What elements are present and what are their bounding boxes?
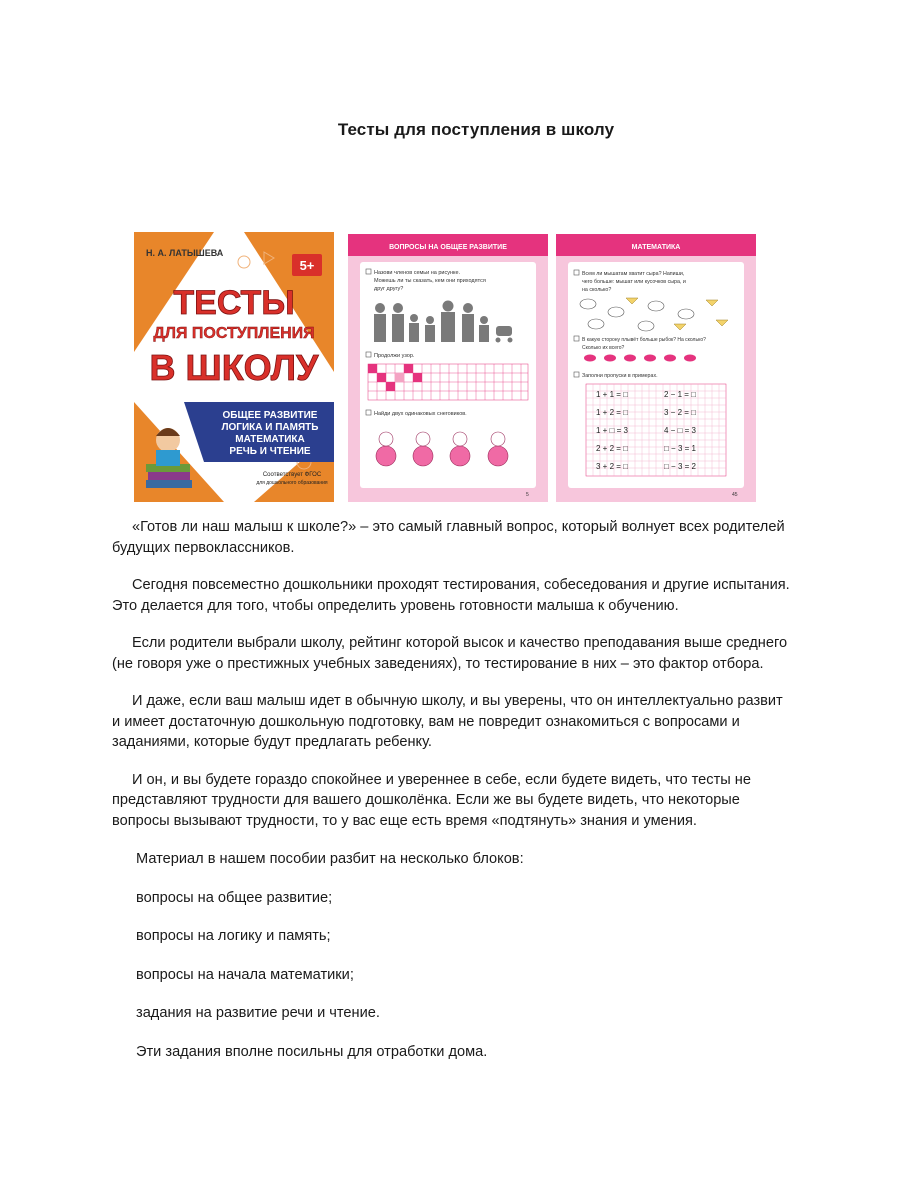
cover-title-line2: ДЛЯ ПОСТУПЛЕНИЯ (153, 325, 315, 342)
page-math-task2-line1: В какую сторону плывёт больше рыбок? На сколько? (582, 337, 706, 343)
math-example-right-2: 3 − 2 = □ (664, 408, 696, 417)
cover-age-badge: 5+ (299, 258, 315, 273)
cover-author: Н. А. ЛАТЫШЕВА (146, 248, 224, 258)
math-example-right-1: 2 − 1 = □ (664, 390, 696, 399)
paragraph-1: «Готов ли наш малыш к школе?» – это самый главный вопрос, который волнует всех родителей будущих первоклассников. (112, 519, 785, 556)
page-math-task1-line3: на сколько? (582, 287, 612, 293)
paragraph-4: И даже, если ваш малыш идет в обычную школу, и вы уверены, что он интеллектуально развит и имеет достаточную дошкольную подготовку, вам не повредит ознакомиться с вопросами и заданиями, которые будут предлагать ребенку. (112, 693, 783, 750)
math-example-left-1: 1 + 1 = □ (596, 390, 628, 399)
book-cover-image (134, 232, 334, 502)
math-example-right-5: □ − 3 = 2 (664, 462, 696, 471)
math-example-right-3: 4 − □ = 3 (664, 426, 696, 435)
page-general-task1-line2: Можешь ли ты сказать, кем они приходятся (374, 278, 486, 284)
math-example-left-2: 1 + 2 = □ (596, 408, 628, 417)
cover-subject-4: РЕЧЬ И ЧТЕНИЕ (229, 446, 311, 457)
examples-grid (586, 384, 726, 476)
page-general-task3: Найди двух одинаковых снеговиков. (374, 411, 467, 417)
cover-title-line3: В ШКОЛУ (149, 347, 319, 388)
cover-subject-2: ЛОГИКА И ПАМЯТЬ (221, 422, 319, 433)
page-math-number: 45 (732, 492, 738, 498)
math-example-right-4: □ − 3 = 1 (664, 444, 696, 453)
cover-subject-1: ОБЩЕЕ РАЗВИТИЕ (222, 410, 318, 421)
paragraph-5: И он, и вы будете гораздо спокойнее и увереннее в себе, если будете видеть, что тесты не представляют трудности для вашего дошколёнка. Если же вы будете видеть, что некоторые вопросы вызывают трудности, то у вас еще есть время «подтянуть» знания и умения. (112, 771, 751, 829)
blocks-intro: Материал в нашем пособии разбит на несколько блоков: (136, 851, 524, 867)
page-general-header: ВОПРОСЫ НА ОБЩЕЕ РАЗВИТИЕ (389, 244, 507, 251)
paragraph-3: Если родители выбрали школу, рейтинг которой высок и качество преподавания выше среднего (не говоря уже о престижных учебных заведениях), то тестирование в них – это фактор отбора. (112, 635, 788, 672)
blocks-outro: Эти задания вполне посильны для отработки дома. (136, 1043, 488, 1060)
math-example-left-4: 2 + 2 = □ (596, 444, 628, 453)
cover-standard-line1: Соответствует ФГОС (262, 472, 322, 478)
cover-standard-line2: для дошкольного образования (256, 480, 328, 486)
page-general-number: 5 (526, 492, 529, 498)
page-math-task3: Заполни пропуски в примерах. (582, 373, 658, 379)
page-general-task2: Продолжи узор. (374, 353, 415, 359)
sample-page-mathematics (556, 234, 756, 502)
page-math-header: МАТЕМАТИКА (631, 244, 681, 251)
paragraph-2: Сегодня повсеместно дошкольники проходят тестирования, собеседования и другие испытания. Это делается для того, чтобы определить уровень готовности малыша к обучению. (112, 577, 790, 614)
page-general-task1-line1: Назови членов семьи на рисунке. (374, 270, 461, 276)
cover-title-line1: ТЕСТЫ (173, 284, 295, 322)
page-general-task1-line3: друг другу? (374, 286, 404, 292)
block-item-2: вопросы на логику и память; (136, 928, 331, 944)
pattern-grid (368, 364, 528, 400)
block-item-1: вопросы на общее развитие; (136, 889, 333, 906)
math-example-left-5: 3 + 2 = □ (596, 462, 628, 471)
article-body (112, 517, 792, 1062)
page-math-task2-line2: Сколько их всего? (582, 345, 625, 351)
sample-page-general-development (348, 234, 548, 502)
cover-subject-3: МАТЕМАТИКА (235, 434, 305, 445)
math-example-left-3: 1 + □ = 3 (596, 426, 628, 435)
block-item-4: задания на развитие речи и чтение. (136, 1005, 380, 1021)
page-math-task1-line1: Всем ли мышатам хватит сыра? Напиши, (582, 271, 685, 277)
document-title: Тесты для поступления в школу (337, 120, 615, 139)
page-math-task1-line2: чего больше: мышат или кусочков сыра, и (582, 279, 686, 285)
block-item-3: вопросы на начала математики; (136, 966, 354, 983)
